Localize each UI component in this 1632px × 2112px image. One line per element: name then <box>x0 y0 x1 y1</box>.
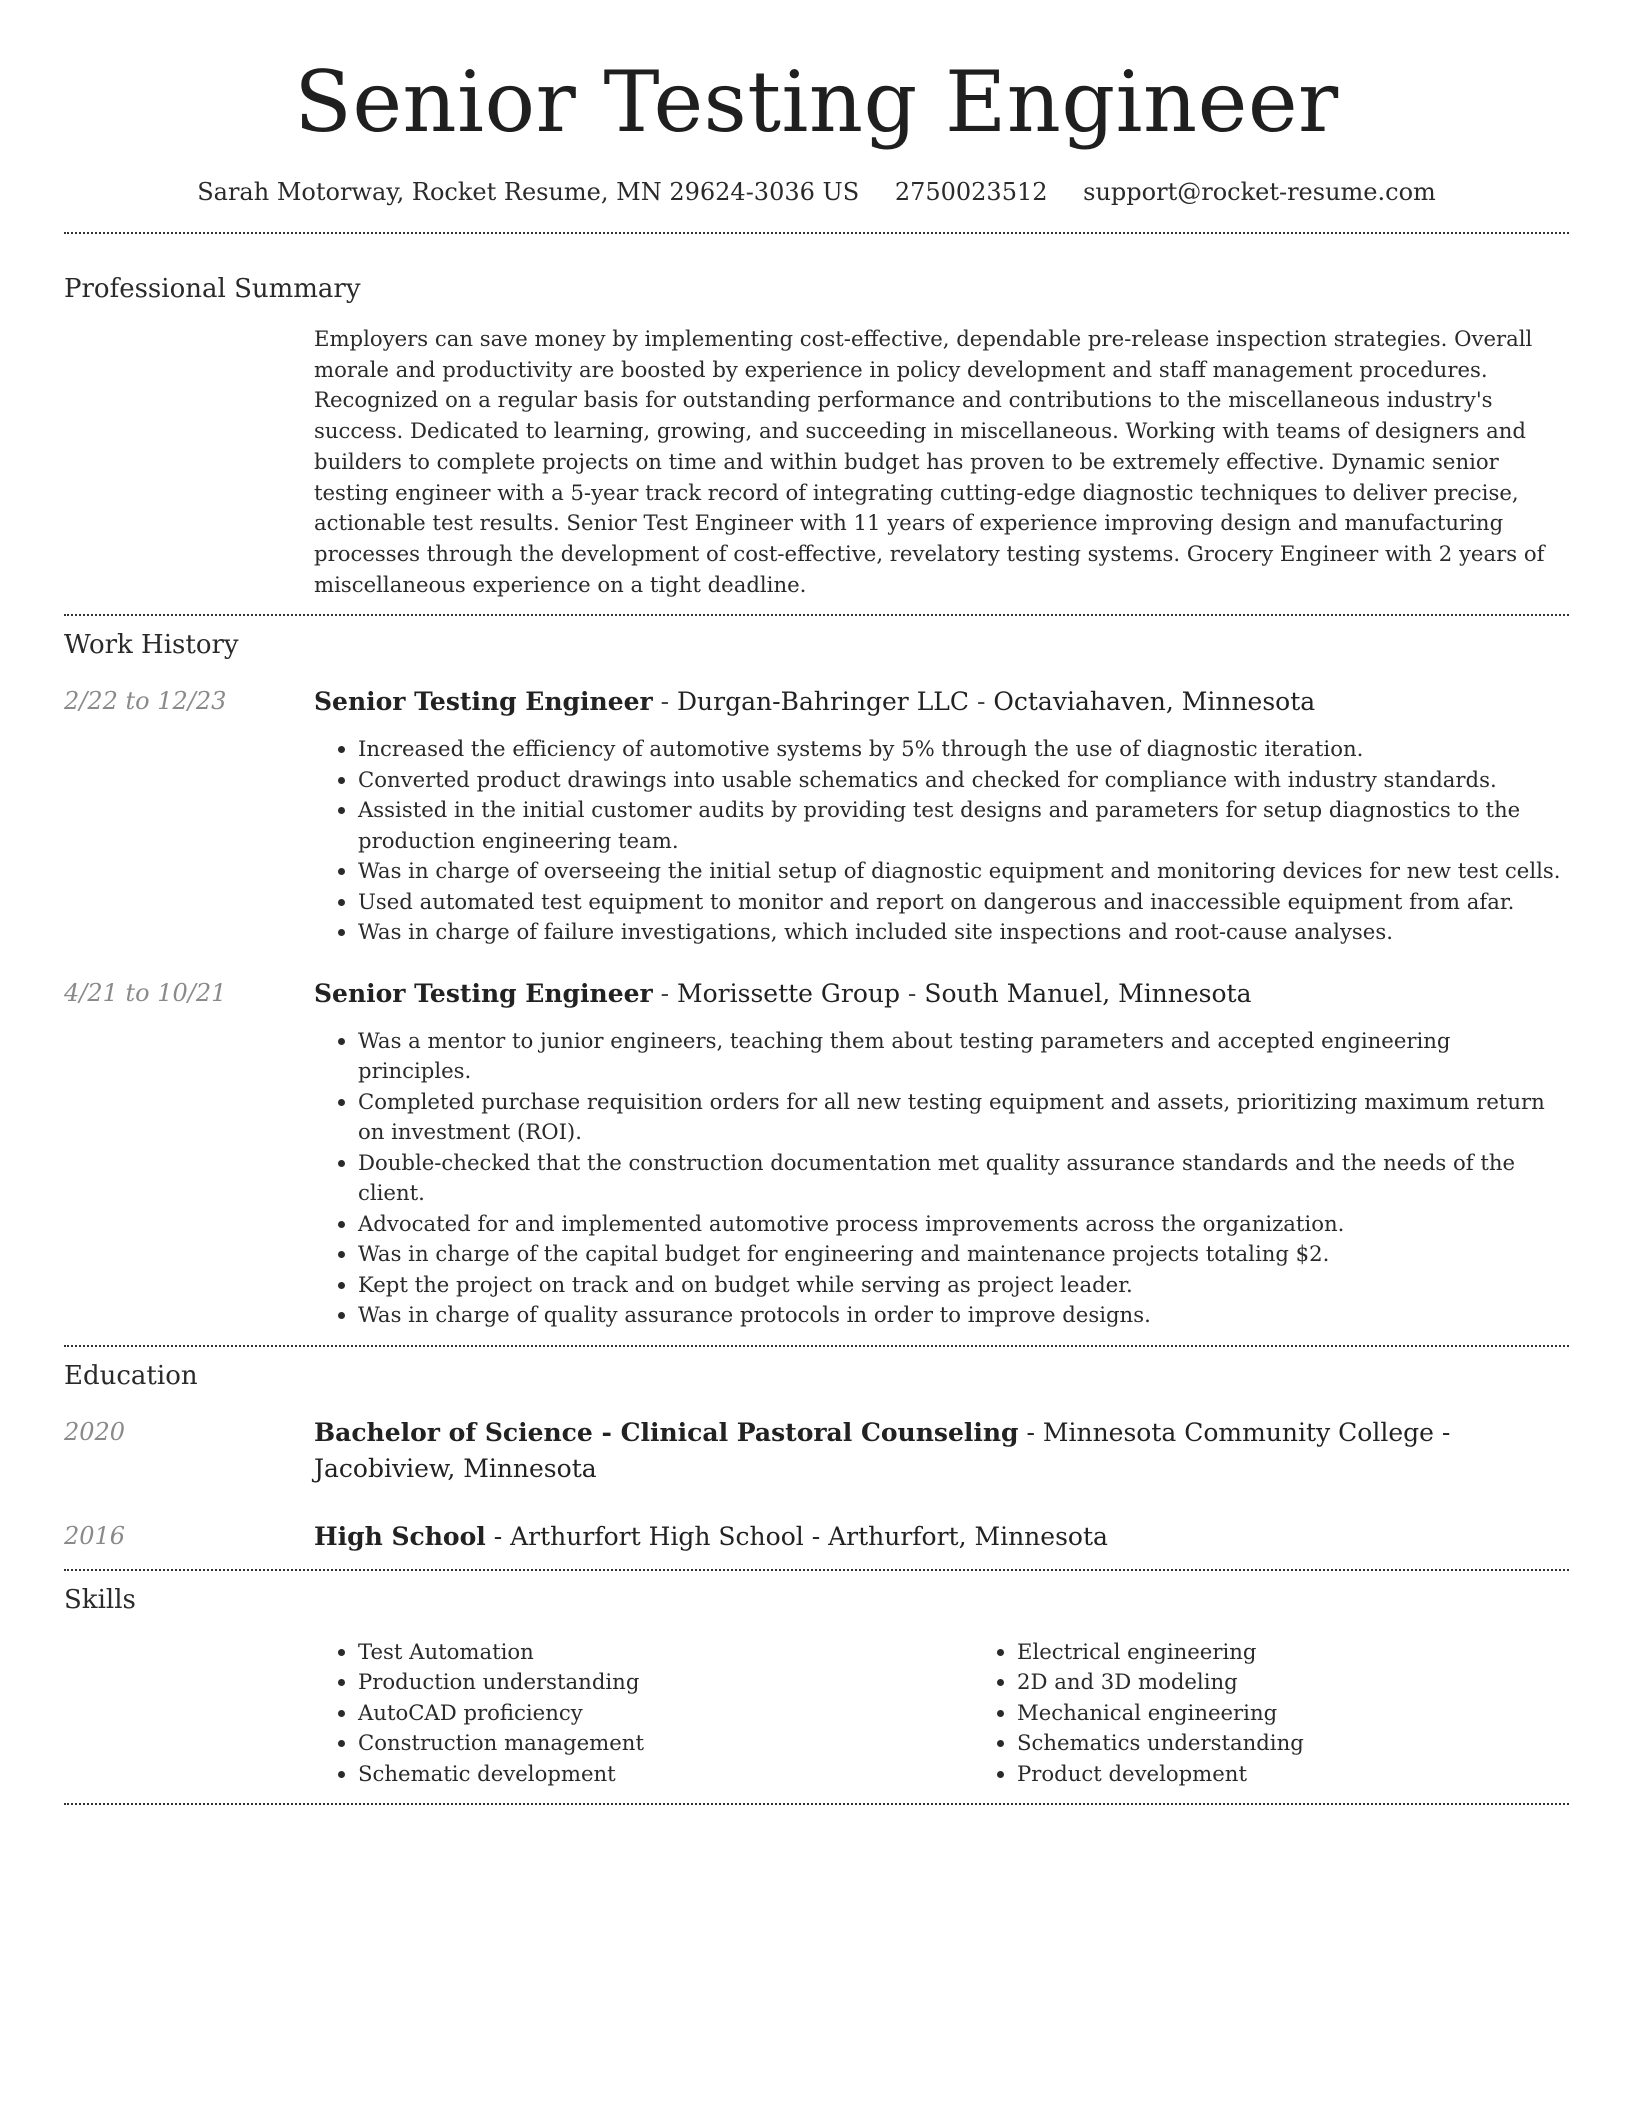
work-history-section <box>64 628 1569 1331</box>
job-dates: 2/22 to 12/23 <box>64 687 227 716</box>
education-school: - Arthurfort High School - Arthurfort, Minnesota <box>485 1521 1108 1551</box>
education-heading: Education <box>64 1360 198 1391</box>
separator: - <box>652 687 678 717</box>
list-item: • Assisted in the initial customer audits by providing test designs and parameters for setup diagnostics to the production engineering team. <box>358 795 1569 856</box>
job-dates: 4/21 to 10/21 <box>64 978 227 1007</box>
job-company: Durgan-Bahringer LLC <box>677 687 970 717</box>
resume-title: Senior Testing Engineer <box>294 53 1339 151</box>
contact-line <box>64 176 1569 208</box>
education-header <box>314 1519 1569 1555</box>
education-school: - Minnesota Community College - Jacobiview, Minnesota <box>314 1417 1451 1483</box>
list-item: • Completed purchase requisition orders for all new testing equipment and assets, prioritizing maximum return on investment (ROI). <box>358 1087 1569 1148</box>
skills-grid <box>314 1637 1632 1790</box>
divider <box>64 1345 1569 1347</box>
list-item: • Test Automation <box>358 1637 973 1668</box>
summary-text: Employers can save money by implementing cost-effective, dependable pre-release inspection strategies. Overall morale and productivity are boosted by experience in policy development and staff management procedures. Recognized on a regular basis for outstanding performance and contributions to the miscellaneous industry's success. Dedicated to learning, growing, and succeeding in miscellaneous. Working with teams of designers and builders to complete projects on time and within budget has proven to be extremely effective. Dynamic senior testing engineer with a 5-year track record of integrating cutting-edge diagnostic techniques to deliver precise, actionable test results. Senior Test Engineer with 11 years of experience improving design and manufacturing processes through the development of cost-effective, revelatory testing systems. Grocery Engineer with 2 years of miscellaneous experience on a tight deadline. <box>314 326 1545 597</box>
list-item: • Production understanding <box>358 1667 973 1698</box>
education-year: 2016 <box>64 1521 126 1550</box>
contact-email: support@rocket-resume.com <box>1083 178 1436 206</box>
education-degree: Bachelor of Science - Clinical Pastoral Counseling <box>314 1417 1019 1447</box>
divider <box>64 614 1569 616</box>
skills-section <box>64 1583 1569 1790</box>
job-location: South Manuel, Minnesota <box>924 978 1252 1008</box>
summary-section <box>64 272 1569 600</box>
separator: - <box>969 687 994 717</box>
education-header <box>314 1415 1569 1487</box>
list-item: • Increased the efficiency of automotive systems by 5% through the use of diagnostic iteration. <box>358 734 1569 765</box>
resume-page <box>64 0 1569 1805</box>
list-item: • Schematics understanding <box>1017 1728 1632 1759</box>
list-item: • Advocated for and implemented automotive process improvements across the organization. <box>358 1209 1569 1240</box>
job-header <box>314 976 1569 1012</box>
list-item: • Was in charge of the capital budget for engineering and maintenance projects totaling $2. <box>358 1239 1569 1270</box>
skills-heading: Skills <box>64 1584 136 1615</box>
list-item: • Mechanical engineering <box>1017 1698 1632 1729</box>
work-history-heading: Work History <box>64 630 239 661</box>
separator: - <box>899 978 925 1008</box>
list-item: • Converted product drawings into usable schematics and checked for compliance with industry standards. <box>358 765 1569 796</box>
education-degree: High School <box>314 1521 486 1551</box>
divider <box>64 1803 1569 1805</box>
job-entry <box>64 684 1569 948</box>
contact-address: Sarah Motorway, Rocket Resume, MN 29624-3036 US <box>197 178 860 206</box>
list-item: • Used automated test equipment to monitor and report on dangerous and inaccessible equipment from afar. <box>358 887 1569 918</box>
contact-phone: 2750023512 <box>894 178 1048 206</box>
skills-column <box>314 1637 973 1790</box>
list-item: • Schematic development <box>358 1759 973 1790</box>
job-bullets <box>314 1026 1569 1331</box>
education-section <box>64 1359 1569 1555</box>
separator: - <box>652 978 678 1008</box>
list-item: • Kept the project on track and on budget while serving as project leader. <box>358 1270 1569 1301</box>
education-entry <box>64 1415 1569 1487</box>
job-entry <box>64 976 1569 1331</box>
education-year: 2020 <box>64 1417 126 1446</box>
list-item: • Product development <box>1017 1759 1632 1790</box>
summary-heading: Professional Summary <box>64 274 361 304</box>
summary-spacer <box>64 324 314 600</box>
job-bullets <box>314 734 1569 948</box>
divider <box>64 232 1569 234</box>
list-item: • Was a mentor to junior engineers, teaching them about testing parameters and accepted engineering principles. <box>358 1026 1569 1087</box>
list-item: • Construction management <box>358 1728 973 1759</box>
list-item: • Double-checked that the construction documentation met quality assurance standards and the needs of the client. <box>358 1148 1569 1209</box>
list-item: • Was in charge of overseeing the initial setup of diagnostic equipment and monitoring devices for new test cells. <box>358 856 1569 887</box>
job-company: Morissette Group <box>677 978 900 1008</box>
list-item: • 2D and 3D modeling <box>1017 1667 1632 1698</box>
job-header <box>314 684 1569 720</box>
list-item: • Was in charge of failure investigations, which included site inspections and root-cause analyses. <box>358 917 1569 948</box>
skills-spacer <box>64 1637 314 1790</box>
education-entry <box>64 1519 1569 1555</box>
list-item: • Electrical engineering <box>1017 1637 1632 1668</box>
job-location: Octaviahaven, Minnesota <box>993 687 1316 717</box>
list-item: • AutoCAD proficiency <box>358 1698 973 1729</box>
job-role: Senior Testing Engineer <box>314 978 653 1008</box>
divider <box>64 1569 1569 1571</box>
list-item: • Was in charge of quality assurance protocols in order to improve designs. <box>358 1300 1569 1331</box>
skills-column <box>973 1637 1632 1790</box>
job-role: Senior Testing Engineer <box>314 687 653 717</box>
